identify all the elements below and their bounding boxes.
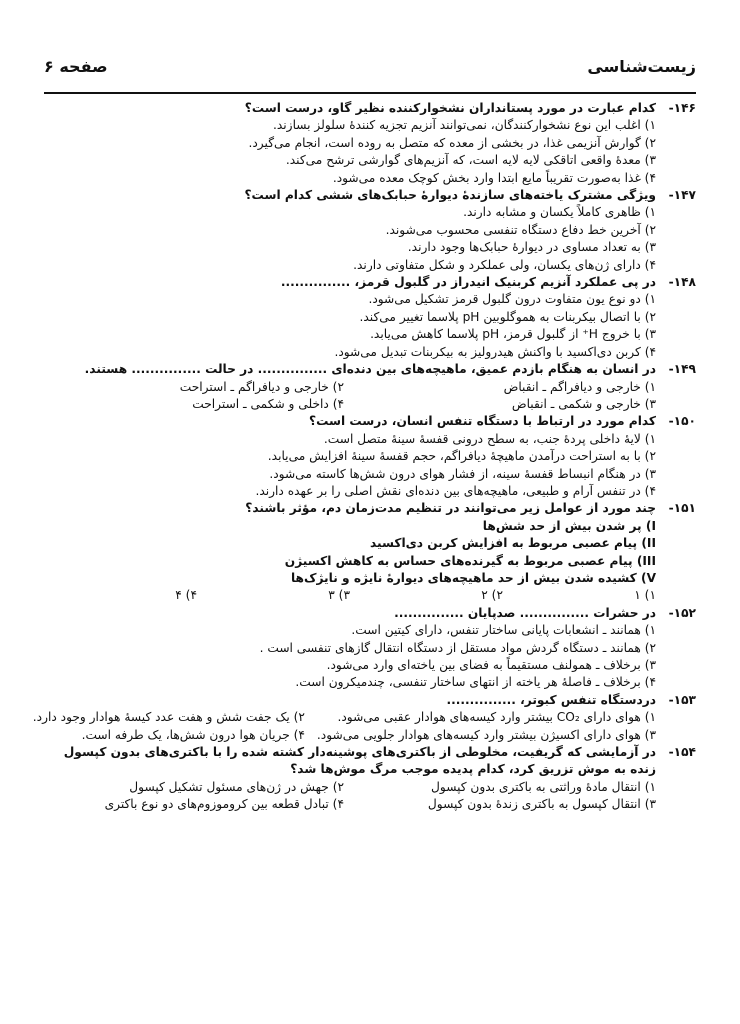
option-2: ۲) جهش در ژن‌های مسئول تشکیل کپسول: [129, 779, 344, 794]
option-1: ۱) خارجی و دیافراگم ـ انقباض: [503, 379, 656, 394]
question-149: [44, 361, 696, 413]
option-3: ۳) معدهٔ واقعی اتاقکی لایه لایه است، که آنزیم‌های گوارشی ترشح می‌کند.: [285, 153, 656, 168]
question-number: ۱۴۸-: [668, 275, 696, 290]
subject-title: زیست‌شناسی: [587, 57, 696, 76]
question-151: [44, 500, 696, 604]
question-text: در انسان به هنگام بازدم عمیق، ماهیچه‌های بین دنده‌ای ............... در حالت ............... هستند.: [84, 362, 656, 377]
option-2: ۲) گوارش آنزیمی غذا، در بخشی از معده که متصل به روده است، انجام می‌گیرد.: [248, 135, 656, 150]
question-text: کدام مورد در ارتباط با دستگاه تنفس انسان، درست است؟: [309, 414, 656, 429]
statement-i: I) پر شدن بیش از حد شش‌ها: [482, 518, 656, 533]
option-3: ۳) ۳: [328, 588, 350, 603]
option-2: ۲) یک جفت شش و هفت عدد کیسهٔ هوادار وجود دارد.: [32, 710, 305, 725]
question-text: چند مورد از عوامل زیر می‌توانند در تنظیم مدت‌زمان دم، مؤثر باشند؟: [245, 501, 656, 516]
question-153: [32, 692, 696, 744]
question-number: ۱۴۶-: [668, 101, 696, 115]
question-text: در آزمایشی که گریفیت، مخلوطی از باکتری‌های پوشینه‌دار کشته شده را با باکتری‌های بدون کپسول زنده به موش تزریق کرد، کدام پدیده موجب مرگ موش‌ها شد؟: [63, 745, 656, 777]
header-divider: [44, 92, 696, 94]
question-152: [44, 605, 696, 692]
option-1: ۱) لایهٔ داخلی پردهٔ جنب، به سطح درونی قفسهٔ سینهٔ متصل است.: [323, 431, 656, 446]
question-number: ۱۵۱-: [668, 501, 696, 516]
question-148: [44, 274, 696, 361]
option-3: ۳) خارجی و شکمی ـ انقباض: [511, 396, 656, 411]
option-2: ۲) خارجی و دیافراگم ـ استراحت: [179, 379, 344, 394]
question-154: [44, 744, 696, 814]
question-text: در پی عملکرد آنزیم کربنیک انیدراز در گلبول قرمز، ...............: [280, 275, 656, 290]
option-4: ۴) در تنفس آرام و طبیعی، ماهیچه‌های بین دنده‌ای نقش اصلی را بر عهده دارند.: [255, 483, 656, 498]
question-text: در حشرات ............... صدپایان ...............: [394, 605, 656, 620]
option-1: ۱) همانند ـ انشعابات پایانی ساختار تنفس، دارای کیتین است.: [351, 623, 656, 638]
question-146: [44, 100, 696, 187]
statement-iii: III) پیام عصبی مربوط به گیرنده‌های حساس به کاهش اکسیژن: [284, 553, 656, 568]
option-2: ۲) با اتصال بیکربنات به هموگلوبین pH پلاسما تغییر می‌کند.: [359, 309, 656, 324]
option-3: ۳) با خروج H⁺ از گلبول قرمز، pH پلاسما کاهش می‌یابد.: [370, 327, 656, 342]
option-1: ۱) هوای دارای CO₂ بیشتر وارد کیسه‌های هوادار عقبی می‌شود.: [337, 710, 656, 725]
option-3: ۳) برخلاف ـ همولنف مستقیماً به فضای بین یاخته‌ای وارد می‌شود.: [326, 658, 656, 672]
option-3: ۳) در هنگام انبساط قفسهٔ سینه، از فشار هوای درون شش‌ها کاسته می‌شود.: [269, 466, 656, 481]
question-number: ۱۵۳-: [668, 692, 696, 707]
option-2: ۲) با به استراحت درآمدن ماهیچهٔ دیافراگم، حجم قفسهٔ سینهٔ افزایش می‌یابد.: [267, 449, 656, 464]
option-4: ۴) برخلاف ـ فاصلهٔ هر یاخته از انتهای ساختار تنفسی، چندمیکرون است.: [295, 675, 656, 690]
question-text: دردستگاه تنفس کبوتر، ...............: [446, 692, 656, 707]
option-1: ۱) ظاهری کاملاً یکسان و مشابه دارند.: [463, 205, 656, 220]
option-2: ۲) ۲: [481, 588, 503, 603]
option-4: ۴) جریان هوا درون شش‌ها، یک طرفه است.: [81, 727, 305, 742]
question-text: ویژگی مشترک یاخته‌های سازندهٔ دیوارهٔ حبابک‌های ششی کدام است؟: [244, 188, 656, 203]
option-3: ۳) به تعداد مساوی در دیوارهٔ حبابک‌ها وجود دارند.: [407, 240, 656, 255]
question-text: کدام عبارت در مورد پستانداران نشخوارکننده نظیر گاو، درست است؟: [244, 101, 656, 115]
option-4: ۴) تبادل قطعه بین کروموزوم‌های دو نوع باکتری: [104, 797, 344, 812]
question-number: ۱۴۷-: [668, 188, 696, 203]
page-header: [44, 55, 696, 83]
option-4: ۴) غذا به‌صورت تقریباً مایع ابتدا وارد بخش کوچک معده می‌شود.: [332, 170, 656, 185]
option-1: ۱) انتقال مادهٔ وراثتی به باکتری بدون کپسول: [431, 779, 656, 794]
option-1: ۱) اغلب این نوع نشخوارکنندگان، نمی‌توانند آنزیم تجزیه کنندهٔ سلولز بسازند.: [273, 118, 656, 133]
option-1: ۱) ۱: [634, 588, 656, 603]
question-list: [32, 100, 696, 814]
option-3: ۳) هوای دارای اکسیژن بیشتر وارد کیسه‌های هوادار جلویی می‌شود.: [316, 727, 656, 742]
question-number: ۱۵۰-: [668, 414, 696, 429]
option-4: ۴) کربن دی‌اکسید با واکنش هیدرولیز به بیکربنات تبدیل می‌شود.: [334, 344, 656, 359]
option-3: ۳) انتقال کپسول به باکتری زندهٔ بدون کپسول: [427, 797, 656, 812]
question-number: ۱۵۲-: [668, 605, 696, 620]
question-number: ۱۵۴-: [668, 745, 696, 760]
option-1: ۱) دو نوع یون متفاوت درون گلبول قرمز تشکیل می‌شود.: [368, 292, 656, 307]
option-4: ۴) ۴: [175, 588, 197, 603]
option-2: ۲) همانند ـ دستگاه گردش مواد مستقل از دستگاه انتقال گازهای تنفسی است .: [259, 640, 656, 655]
statement-ii: II) پیام عصبی مربوط به افزایش کربن دی‌اکسید: [369, 536, 656, 551]
question-147: [44, 187, 696, 274]
statement-v: V) کشیده شدن بیش از حد ماهیچه‌های دیوارهٔ نایژه و نایژک‌ها: [290, 570, 656, 585]
option-4: ۴) دارای ژن‌های یکسان، ولی عملکرد و شکل متفاوتی دارند.: [353, 257, 656, 272]
question-number: ۱۴۹-: [668, 362, 696, 377]
question-150: [44, 413, 696, 500]
option-2: ۲) آخرین خط دفاع دستگاه تنفسی محسوب می‌شوند.: [385, 222, 656, 237]
page-number: صفحه ۶: [44, 57, 108, 76]
option-4: ۴) داخلی و شکمی ـ استراحت: [192, 396, 344, 411]
